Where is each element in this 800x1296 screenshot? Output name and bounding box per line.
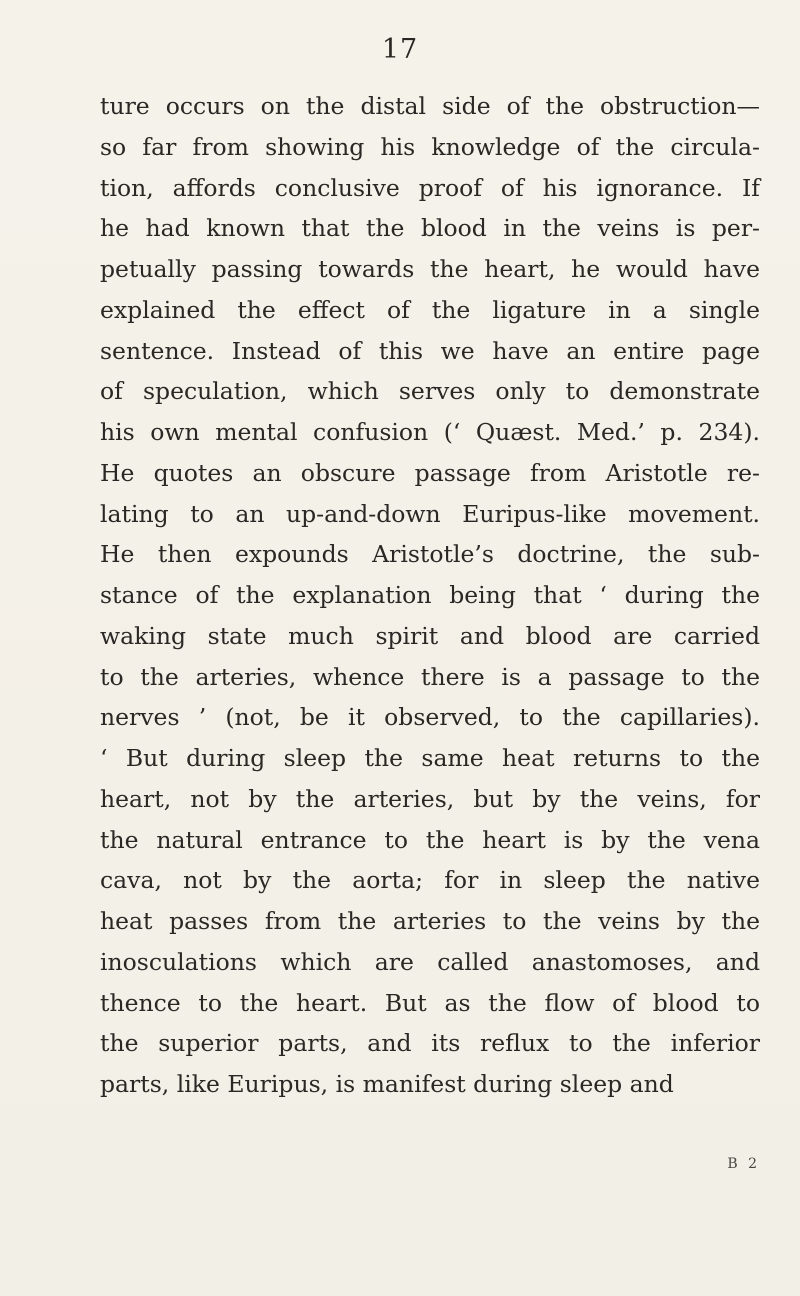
text-line: tion, affords conclusive proof of his ignorance. If [100, 173, 760, 202]
text-line: explained the effect of the ligature in a single [100, 295, 760, 324]
text-line: He quotes an obscure passage from Aristotle re- [100, 458, 760, 487]
body-text [100, 86, 760, 1105]
text-line: thence to the heart. But as the flow of blood to [100, 988, 760, 1017]
text-line: he had known that the blood in the veins is per- [100, 214, 760, 243]
text-line: petually passing towards the heart, he would have [100, 255, 760, 283]
text-line: of speculation, which serves only to demonstrate [100, 377, 760, 406]
text-line: the natural entrance to the heart is by the vena [100, 825, 760, 854]
text-line: ture occurs on the distal side of the obstruction— [100, 92, 760, 120]
text-line: stance of the explanation being that ‘ during the [100, 581, 760, 609]
text-line: heat passes from the arteries to the veins by the [100, 907, 760, 935]
text-line: waking state much spirit and blood are carried [100, 621, 760, 650]
text-line: sentence. Instead of this we have an entire page [100, 336, 760, 365]
text-line: heart, not by the arteries, but by the veins, for [100, 784, 760, 813]
text-line: to the arteries, whence there is a passage to the [100, 662, 760, 691]
page-number: 17 [381, 34, 419, 65]
text-line: the superior parts, and its reflux to the inferior [100, 1029, 760, 1058]
signature-mark: B 2 [727, 1156, 760, 1172]
text-line: nerves ’ (not, be it observed, to the capillaries). [100, 703, 760, 732]
text-line: his own mental confusion (‘ Quæst. Med.’ p. 234). [100, 418, 760, 446]
text-line: ‘ But during sleep the same heat returns to the [100, 744, 760, 772]
text-line: He then expounds Aristotle’s doctrine, the sub- [100, 540, 760, 569]
text-line: inosculations which are called anastomoses, and [100, 947, 760, 976]
text-line: lating to an up-and-down Euripus-like movement. [100, 499, 760, 528]
text-line: cava, not by the aorta; for in sleep the native [100, 866, 760, 895]
text-line: parts, like Euripus, is manifest during sleep and [100, 1070, 674, 1098]
text-line: so far from showing his knowledge of the circula- [100, 132, 760, 161]
